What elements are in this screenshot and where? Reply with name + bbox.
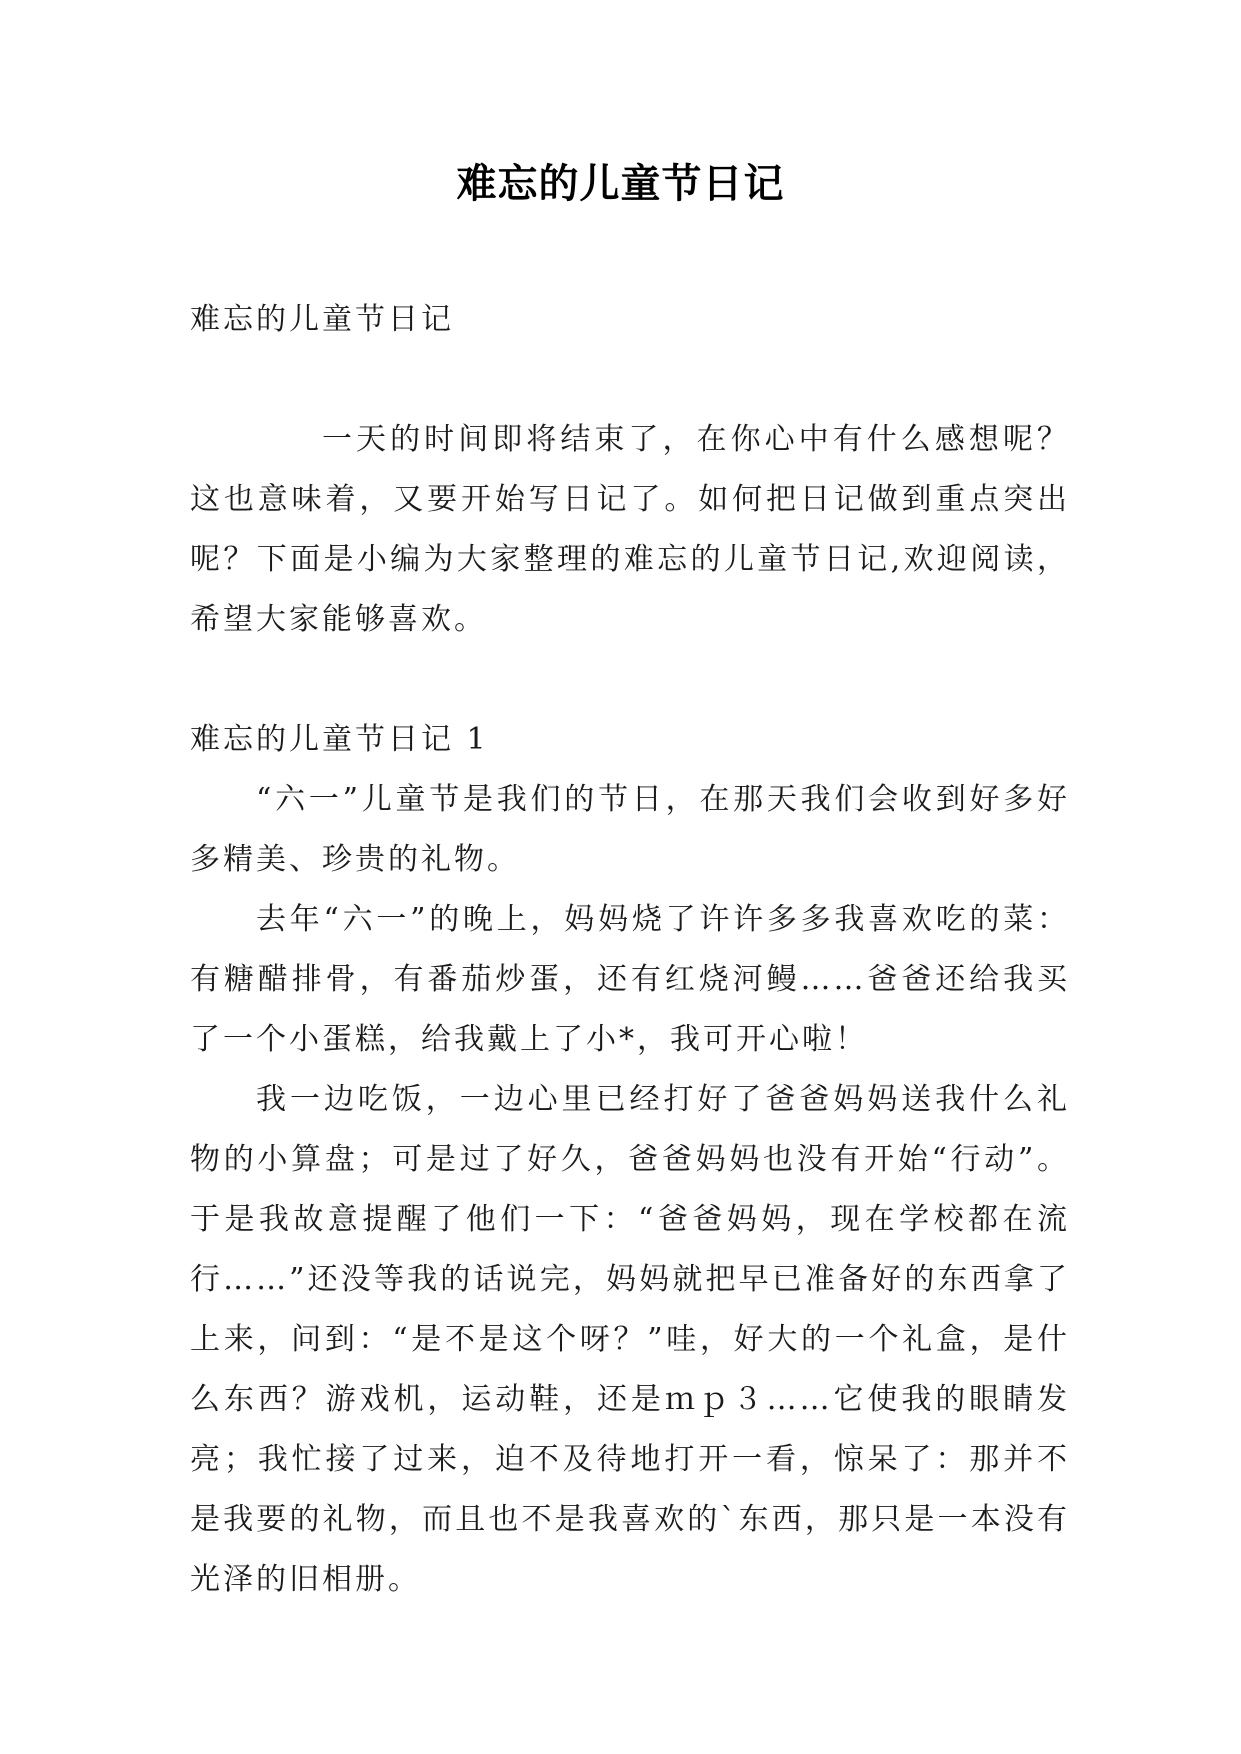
document-body: [190, 290, 1070, 1610]
document-title: 难忘的儿童节日记: [456, 160, 785, 207]
intro-paragraph: 一天的时间即将结束了，在你心中有什么感想呢？这也意味着，又要开始写日记了。如何把日记做到重点突出呢？下面是小编为大家整理的难忘的儿童节日记,欢迎阅读，希望大家能够喜欢。: [190, 422, 1070, 637]
body-paragraph: 我一边吃饭，一边心里已经打好了爸爸妈妈送我什么礼物的小算盘；可是过了好久，爸爸妈妈也没有开始“行动”。于是我故意提醒了他们一下：“爸爸妈妈，现在学校都在流行……”还没等我的话说完，妈妈就把早已准备好的东西拿了上来，问到：“是不是这个呀？”哇，好大的一个礼盒，是什么东西？游戏机，运动鞋，还是ｍｐ３……它使我的眼睛发亮；我忙接了过来，迫不及待地打开一看，惊呆了：那并不是我要的礼物，而且也不是我喜欢的`东西，那只是一本没有光泽的旧相册。: [190, 1082, 1070, 1597]
section-heading: 难忘的儿童节日记 1: [190, 722, 489, 757]
body-paragraph: “六一”儿童节是我们的节日，在那天我们会收到好多好多精美、珍贵的礼物。: [190, 782, 1070, 877]
body-paragraph: 去年“六一”的晚上，妈妈烧了许许多多我喜欢吃的菜：有糖醋排骨，有番茄炒蛋，还有红烧河鳗……爸爸还给我买了一个小蛋糕，给我戴上了小*，我可开心啦！: [190, 902, 1070, 1057]
document-subtitle: 难忘的儿童节日记: [190, 302, 454, 337]
